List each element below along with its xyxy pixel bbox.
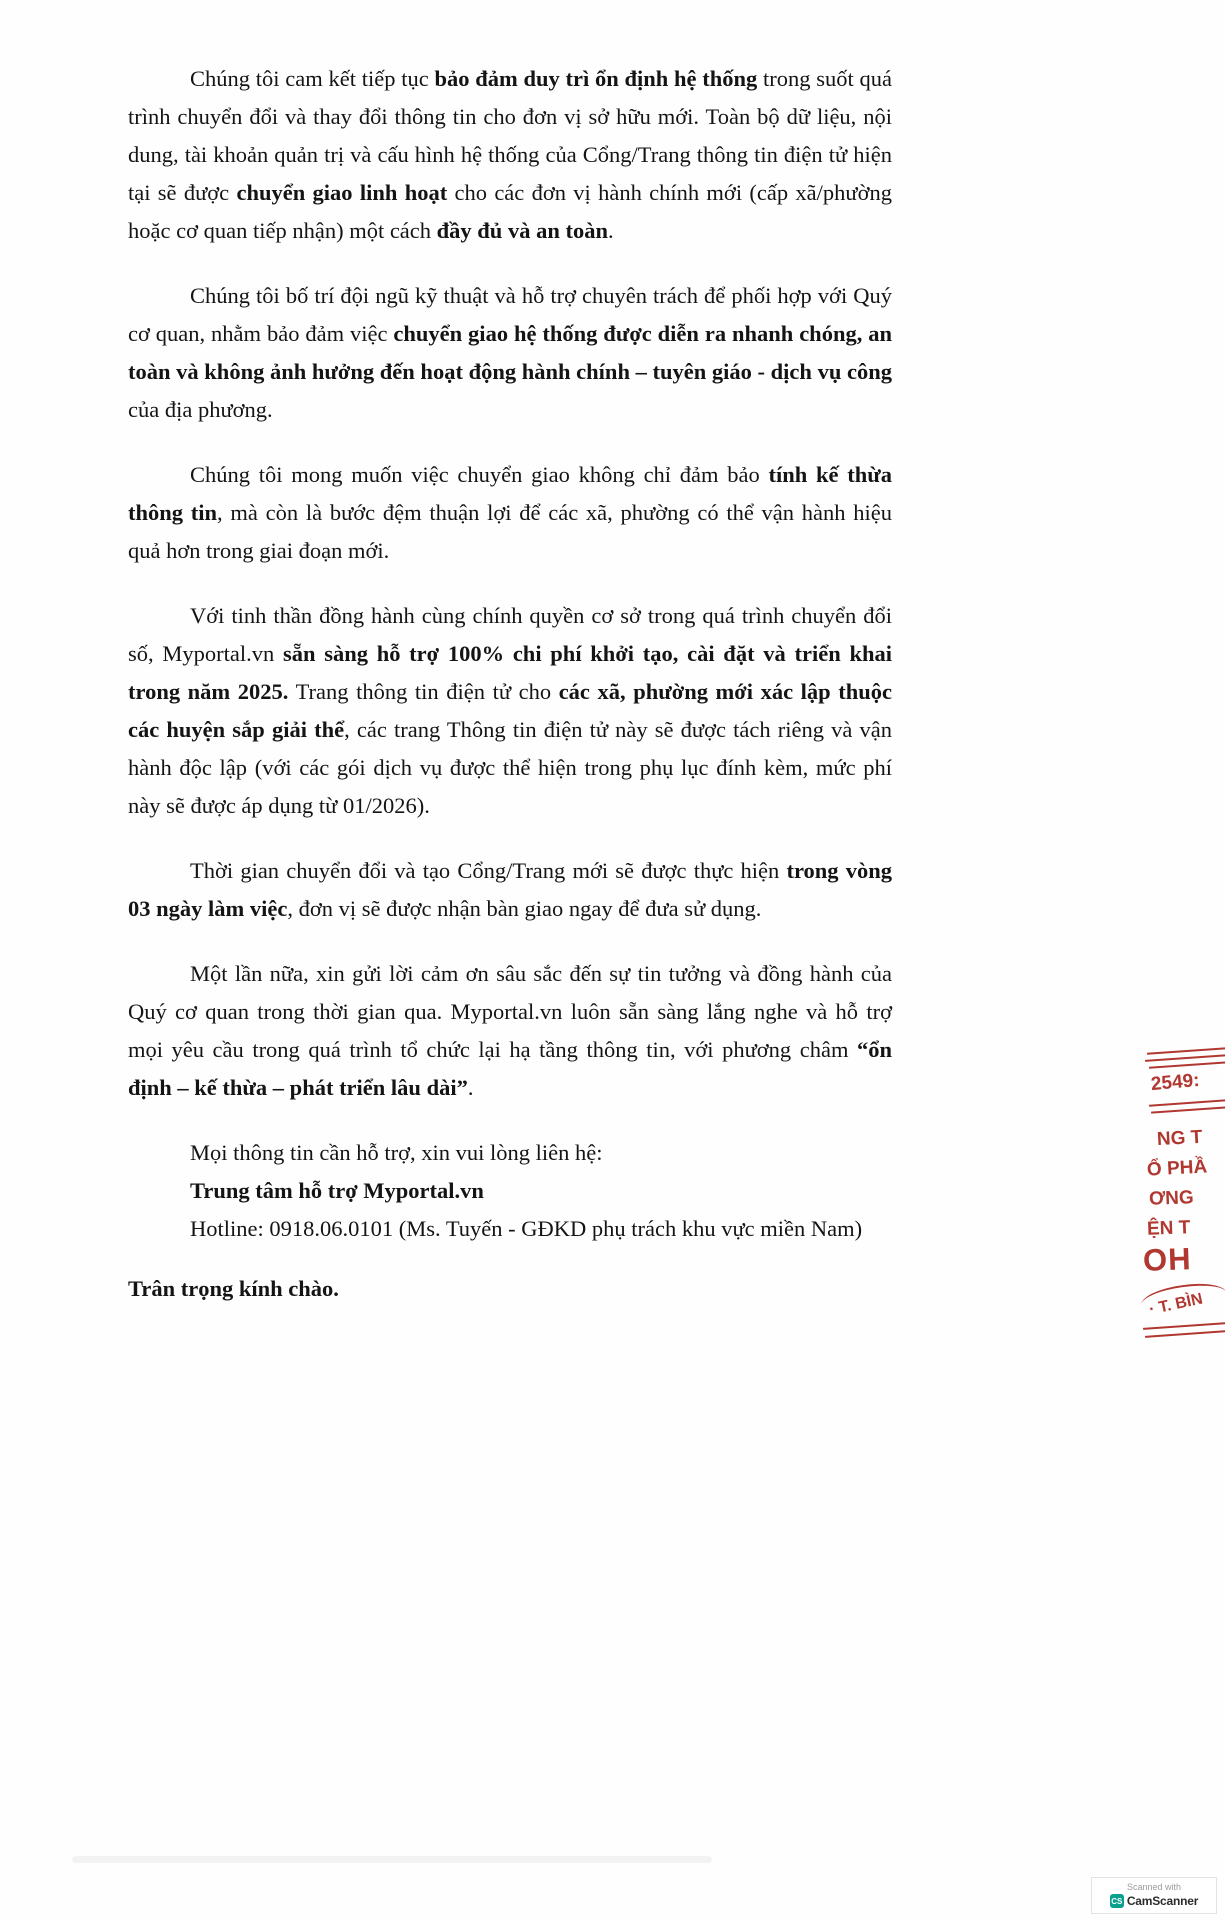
paragraph [128, 60, 892, 250]
bold-text-run: chuyển giao linh hoạt [236, 180, 448, 205]
paragraph [128, 597, 892, 825]
contact-intro: Mọi thông tin cần hỗ trợ, xin vui lòng liên hệ: [190, 1140, 603, 1165]
stamp-text-row: Ổ PHẦ [1146, 1156, 1208, 1181]
stamp-text-row: ỆN T [1146, 1217, 1191, 1240]
closing-salutation: Trân trọng kính chào. [128, 1276, 339, 1301]
camscanner-label: CamScanner [1126, 1894, 1199, 1908]
contact-hotline: Hotline: 0918.06.0101 (Ms. Tuyến - GĐKD phụ trách khu vực miền Nam) [190, 1216, 863, 1241]
text-run: Một lần nữa, xin gửi lời cảm ơn sâu sắc đến sự tin tưởng và đồng hành của Quý cơ quan trong thời gian qua. Myportal.vn luôn sẵn sàng lắng nghe và hỗ trợ mọi yêu cầu trong quá trình tổ chức lại hạ tầng thông tin, với phương châm [128, 961, 892, 1062]
paragraph [128, 852, 892, 928]
text-run: Trang thông tin điện tử cho [288, 679, 559, 704]
paragraph [128, 955, 892, 1107]
paragraph [128, 456, 892, 570]
text-run: . [607, 218, 614, 243]
stamp-underline [1151, 1106, 1225, 1113]
camscanner-icon: CS [1110, 1894, 1124, 1908]
paragraph [128, 277, 892, 429]
stamp-bottom-row: · T. BÌN [1147, 1290, 1205, 1319]
camscanner-watermark [1091, 1877, 1217, 1914]
text-run: , các trang Thông tin điện tử này sẽ được tách riêng và vận hành độc lập (với các gói dịch vụ được thể hiện trong phụ lục đính kèm, mức phí này sẽ được áp dụng từ 01/2026). [128, 717, 893, 818]
text-run: Với tinh thần đồng hành cùng chính quyền cơ sở trong quá trình chuyển đổi số, Myportal.vn [128, 603, 892, 666]
stamp-number: 2549: [1150, 1069, 1201, 1096]
stamp-border-line [1145, 1054, 1225, 1062]
bold-text-run: tính kế thừa thông tin [128, 462, 892, 525]
stamp-border-line [1145, 1330, 1225, 1338]
letter-body [128, 60, 892, 1308]
text-run: Chúng tôi cam kết tiếp tục [190, 66, 435, 91]
bold-text-run: bảo đảm duy trì ổn định hệ thống [434, 66, 758, 91]
bold-text-run: “ổn định – kế thừa – phát triển lâu dài” [128, 1037, 892, 1100]
stamp-underline [1149, 1099, 1225, 1106]
stamp-border-line [1143, 1322, 1225, 1330]
stamp-border-line [1149, 1061, 1225, 1069]
letter-paragraphs [128, 60, 892, 1107]
text-run: Chúng tôi bố trí đội ngũ kỹ thuật và hỗ trợ chuyên trách để phối hợp với Quý cơ quan, nhằm bảo đảm việc [128, 283, 892, 346]
text-run: Thời gian chuyển đổi và tạo Cổng/Trang mới sẽ được thực hiện [190, 858, 787, 883]
scanned-with-label: Scanned with [1126, 1882, 1182, 1892]
text-run: cho các đơn vị hành chính mới (cấp xã/phường hoặc cơ quan tiếp nhận) một cách [128, 180, 892, 243]
text-run: , đơn vị sẽ được nhận bàn giao ngay để đưa sử dụng. [287, 896, 762, 921]
text-run: . [467, 1075, 474, 1100]
text-run: , mà còn là bước đệm thuận lợi để các xã, phường có thể vận hành hiệu quả hơn trong giai đoạn mới. [128, 500, 892, 563]
bold-text-run: các xã, phường mới xác lập thuộc các huyện sắp giải thể [128, 679, 893, 742]
text-run: của địa phương. [128, 397, 273, 422]
scan-artifact-band [72, 1856, 712, 1863]
bold-text-run: đầy đủ và an toàn [436, 218, 608, 243]
contact-block [190, 1134, 892, 1248]
text-run: trong suốt quá trình chuyển đổi và thay đổi thông tin cho đơn vị sở hữu mới. Toàn bộ dữ liệu, nội dung, tài khoản quản trị và cấu hình hệ thống của Cổng/Trang thông tin điện tử hiện tại sẽ được [128, 66, 892, 205]
stamp-logo-text: OH [1142, 1241, 1193, 1278]
bold-text-run: sẵn sàng hỗ trợ 100% chi phí khởi tạo, cài đặt và triển khai trong năm 2025. [128, 641, 892, 704]
stamp-arc-line [1139, 1279, 1225, 1319]
stamp-border-line [1147, 1047, 1225, 1055]
red-stamp-fragment [1133, 1042, 1225, 1342]
bold-text-run: trong vòng 03 ngày làm việc [128, 858, 892, 921]
contact-center-name: Trung tâm hỗ trợ Myportal.vn [190, 1178, 484, 1203]
stamp-text-row: ƠNG [1148, 1187, 1195, 1210]
stamp-text-row: NG T [1156, 1126, 1203, 1151]
bold-text-run: chuyển giao hệ thống được diễn ra nhanh chóng, an toàn và không ảnh hưởng đến hoạt động hành chính – tuyên giáo - dịch vụ công [128, 321, 893, 384]
text-run: Chúng tôi mong muốn việc chuyển giao không chỉ đảm bảo [190, 462, 769, 487]
